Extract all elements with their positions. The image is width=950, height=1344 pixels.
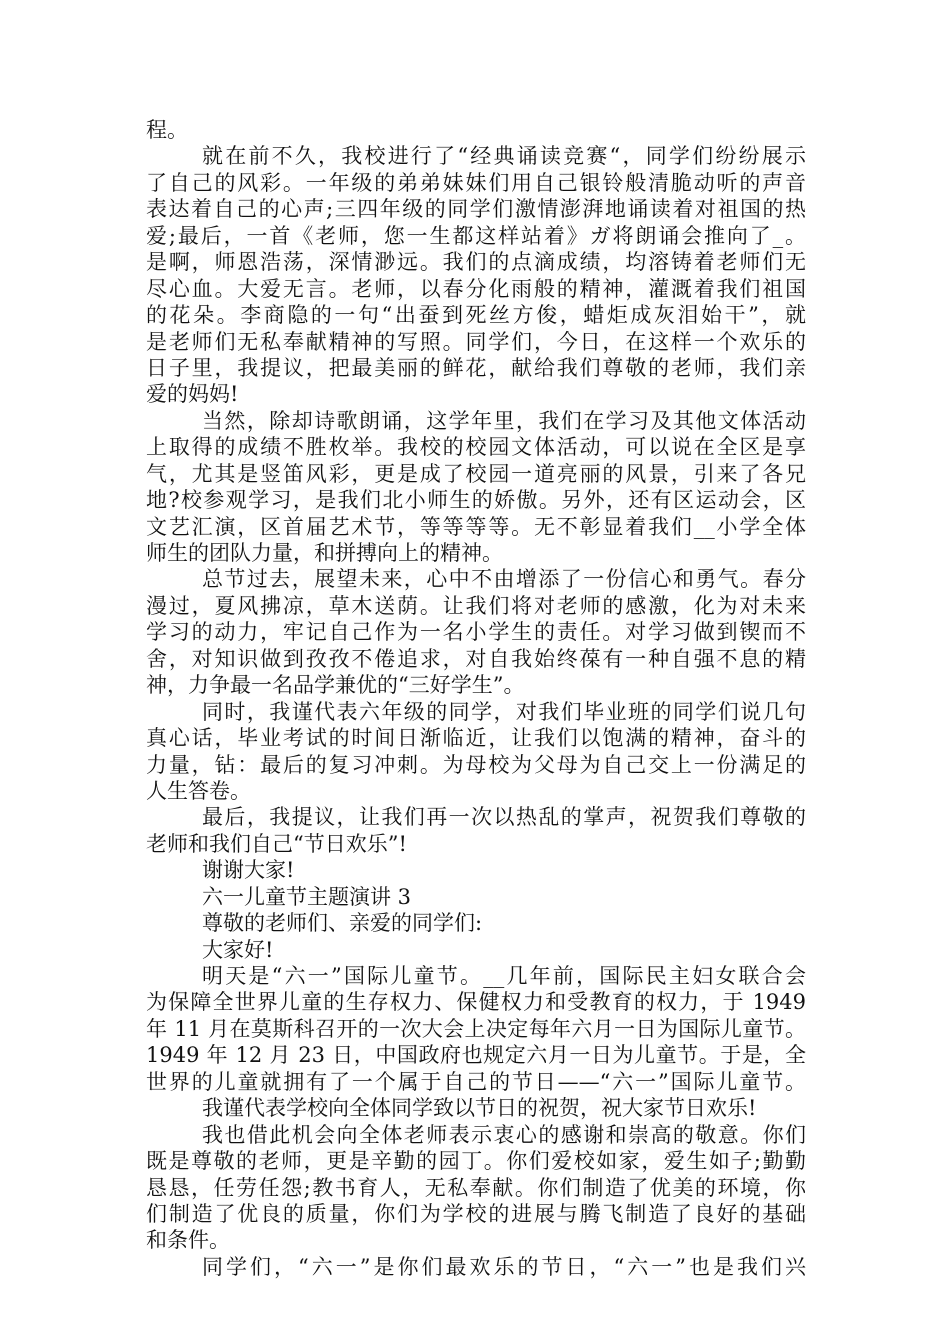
text-line: 明天是“六一”国际儿童节。__几年前，国际民主妇女联合会: [202, 964, 806, 988]
text-line: 学习的动力，牢记自己作为一名小学生的责任。对学习做到锲而不: [146, 620, 806, 645]
text-line: 同时，我谨代表六年级的同学，对我们毕业班的同学们说几句: [202, 699, 806, 724]
text-line: 爱的妈妈!: [146, 382, 239, 407]
text-line: 神，力争最一名品学兼优的“三好学生”。: [146, 673, 525, 698]
text-line: 舍，对知识做到孜孜不倦追求，对自我始终葆有一种自强不息的精: [146, 646, 806, 671]
text-line: 六一儿童节主题演讲 3: [202, 884, 412, 909]
text-line: 师生的团队力量，和拼搏向上的精神。: [146, 541, 503, 565]
text-line: 是啊，师恩浩荡，深情渺远。我们的点滴成绩，均溶铸着老师们无: [146, 250, 806, 275]
text-line: 我谨代表学校向全体同学致以节日的祝贺，祝大家节日欢乐!: [202, 1096, 757, 1121]
text-line: 恳恳，任劳任怨;教书育人，无私奉献。你们制造了优美的环境，你: [146, 1175, 806, 1200]
text-line: 表达着自己的心声;三四年级的同学们激情澎湃地诵读着对祖国的热: [146, 197, 806, 222]
text-line: 了自己的风彩。一年级的弟弟妹妹们用自己银铃般清脆动听的声音: [146, 170, 806, 195]
text-line: 漫过，夏风拂凉，草木送荫。让我们将对老师的感激，化为对未来: [146, 593, 806, 618]
text-line: 就在前不久，我校进行了“经典诵读竞赛“，同学们纷纷展示: [202, 144, 806, 169]
text-line: 们制造了优良的质量，你们为学校的进展与腾飞制造了良好的基础: [146, 1201, 806, 1226]
text-line: 上取得的成绩不胜枚举。我校的校园文体活动，可以说在全区是享: [146, 435, 806, 460]
text-line: 1949 年 12 月 23 日，中国政府也规定六月一日为儿童节。于是，全: [146, 1043, 806, 1068]
text-line: 大家好!: [202, 937, 274, 962]
text-line: 当然，除却诗歌朗诵，这学年里，我们在学习及其他文体活动: [202, 408, 806, 433]
text-line: 地?校参观学习，是我们北小师生的娇傲。另外，还有区运动会，区: [146, 488, 806, 513]
text-line: 文艺汇演，区首届艺术节，等等等等。无不彰显着我们__小学全体: [146, 514, 806, 539]
text-line: 我也借此机会向全体老师表示衷心的感谢和崇高的敬意。你们: [202, 1122, 806, 1147]
text-line: 人生答卷。: [146, 778, 251, 803]
text-line: 是老师们无私奉献精神的写照。同学们，今日，在这样一个欢乐的: [146, 329, 806, 354]
text-line: 和条件。: [146, 1228, 230, 1253]
text-line: 气，尤其是竖笛风彩，更是成了校园一道亮丽的风景，引来了各兄: [146, 461, 806, 486]
text-line: 谢谢大家!: [202, 858, 295, 883]
text-line: 尽心血。大爱无言。老师，以春分化雨般的精神，灌溉着我们祖国: [146, 276, 806, 301]
text-line: 最后，我提议，让我们再一次以热乱的掌声，祝贺我们尊敬的: [202, 805, 806, 830]
text-line: 的花朵。李商隐的一句“出蚕到死丝方俊，蜡炬成灰泪始干”，就: [146, 303, 806, 328]
text-line: 同学们，“六一”是你们最欢乐的节日，“六一”也是我们兴: [202, 1254, 806, 1279]
text-line: 尊敬的老师们、亲爱的同学们:: [202, 911, 483, 936]
text-line: 年 11 月在莫斯科召开的一次大会上决定每年六月一日为国际儿童节。: [146, 1016, 806, 1041]
text-line: 爱;最后，一首《老师，您一生都这样站着》ガ将朗诵会推向了_。: [146, 223, 806, 248]
text-line: 世界的儿童就拥有了一个属于自己的节日——“六一”国际儿童节。: [146, 1069, 806, 1094]
text-line: 日子里，我提议，把最美丽的鲜花，献给我们尊敬的老师，我们亲: [146, 355, 806, 380]
document-body-text: [146, 117, 806, 1280]
text-line: 老师和我们自己“节日欢乐”!: [146, 831, 407, 856]
text-line: 程。: [146, 118, 188, 142]
text-line: 力量，钻：最后的复习冲刺。为母校为父母为自己交上一份满足的: [146, 752, 806, 777]
text-line: 既是尊敬的老师，更是辛勤的园丁。你们爱校如家，爱生如子;勤勤: [146, 1149, 806, 1174]
text-line: 为保障全世界儿童的生存权力、保健权力和受教育的权力，于 1949: [146, 990, 806, 1015]
text-line: 真心话，毕业考试的时间日渐临近，让我们以饱满的精神，奋斗的: [146, 726, 806, 751]
text-line: 总节过去，展望未来，心中不由增添了一份信心和勇气。春分: [202, 567, 806, 592]
